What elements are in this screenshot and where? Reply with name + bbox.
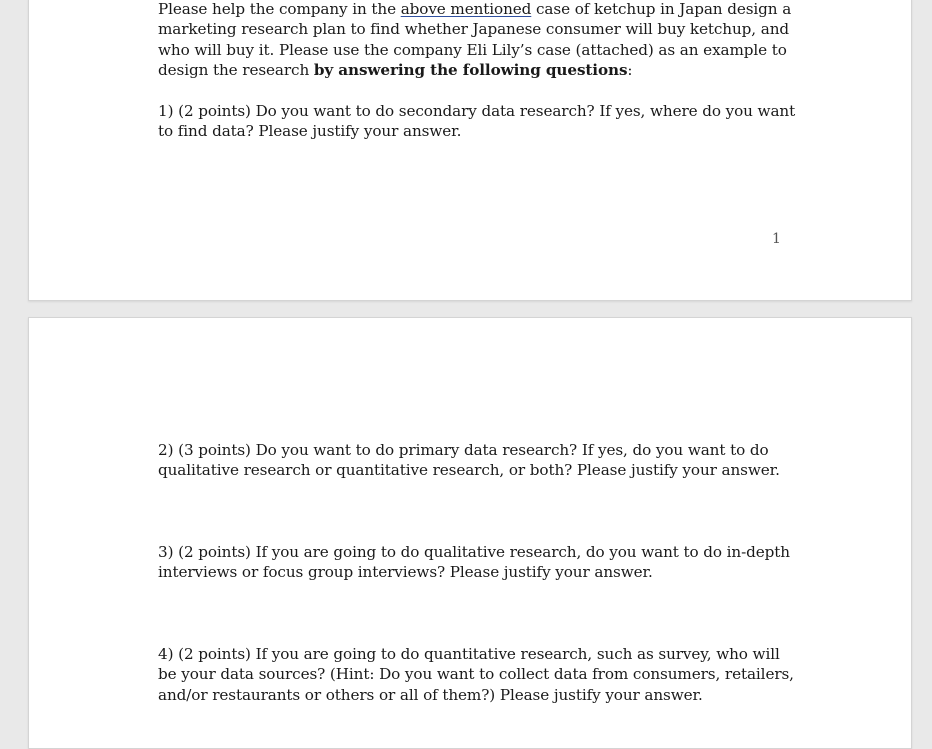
document-page-1 <box>28 0 912 301</box>
intro-underlined-text: above mentioned <box>400 0 532 18</box>
intro-text-end: : <box>627 60 633 79</box>
question-4: 4) (2 points) If you are going to do quantitative research, such as survey, who will be your data sources? (Hint: Do you want to collect data from consumers, retailers, and/or restaurants or others or all of them?) Please justify your answer. <box>158 645 794 704</box>
question-2: 2) (3 points) Do you want to do primary data research? If yes, do you want to do qualitative research or quantitative research, or both? Please justify your answer. <box>158 441 780 480</box>
intro-text-start: Please help the company in the <box>158 0 401 18</box>
document-page-2 <box>28 317 912 749</box>
intro-bold-text: by answering the following questions <box>313 60 628 79</box>
question-3: 3) (2 points) If you are going to do qualitative research, do you want to do in-depth interviews or focus group interviews? Please justify your answer. <box>158 543 790 582</box>
intro-paragraph <box>158 0 798 80</box>
page-number: 1 <box>772 231 781 247</box>
question-1: 1) (2 points) Do you want to do secondary data research? If yes, where do you want to find data? Please justify your answer. <box>158 102 796 141</box>
intro-text-middle: case of ketchup in Japan design a marketing research plan to find whether Japanese consumer will buy ketchup, and who will buy it. Please use the company Eli Lily’s case (attached) as an example to design the research <box>158 0 792 79</box>
